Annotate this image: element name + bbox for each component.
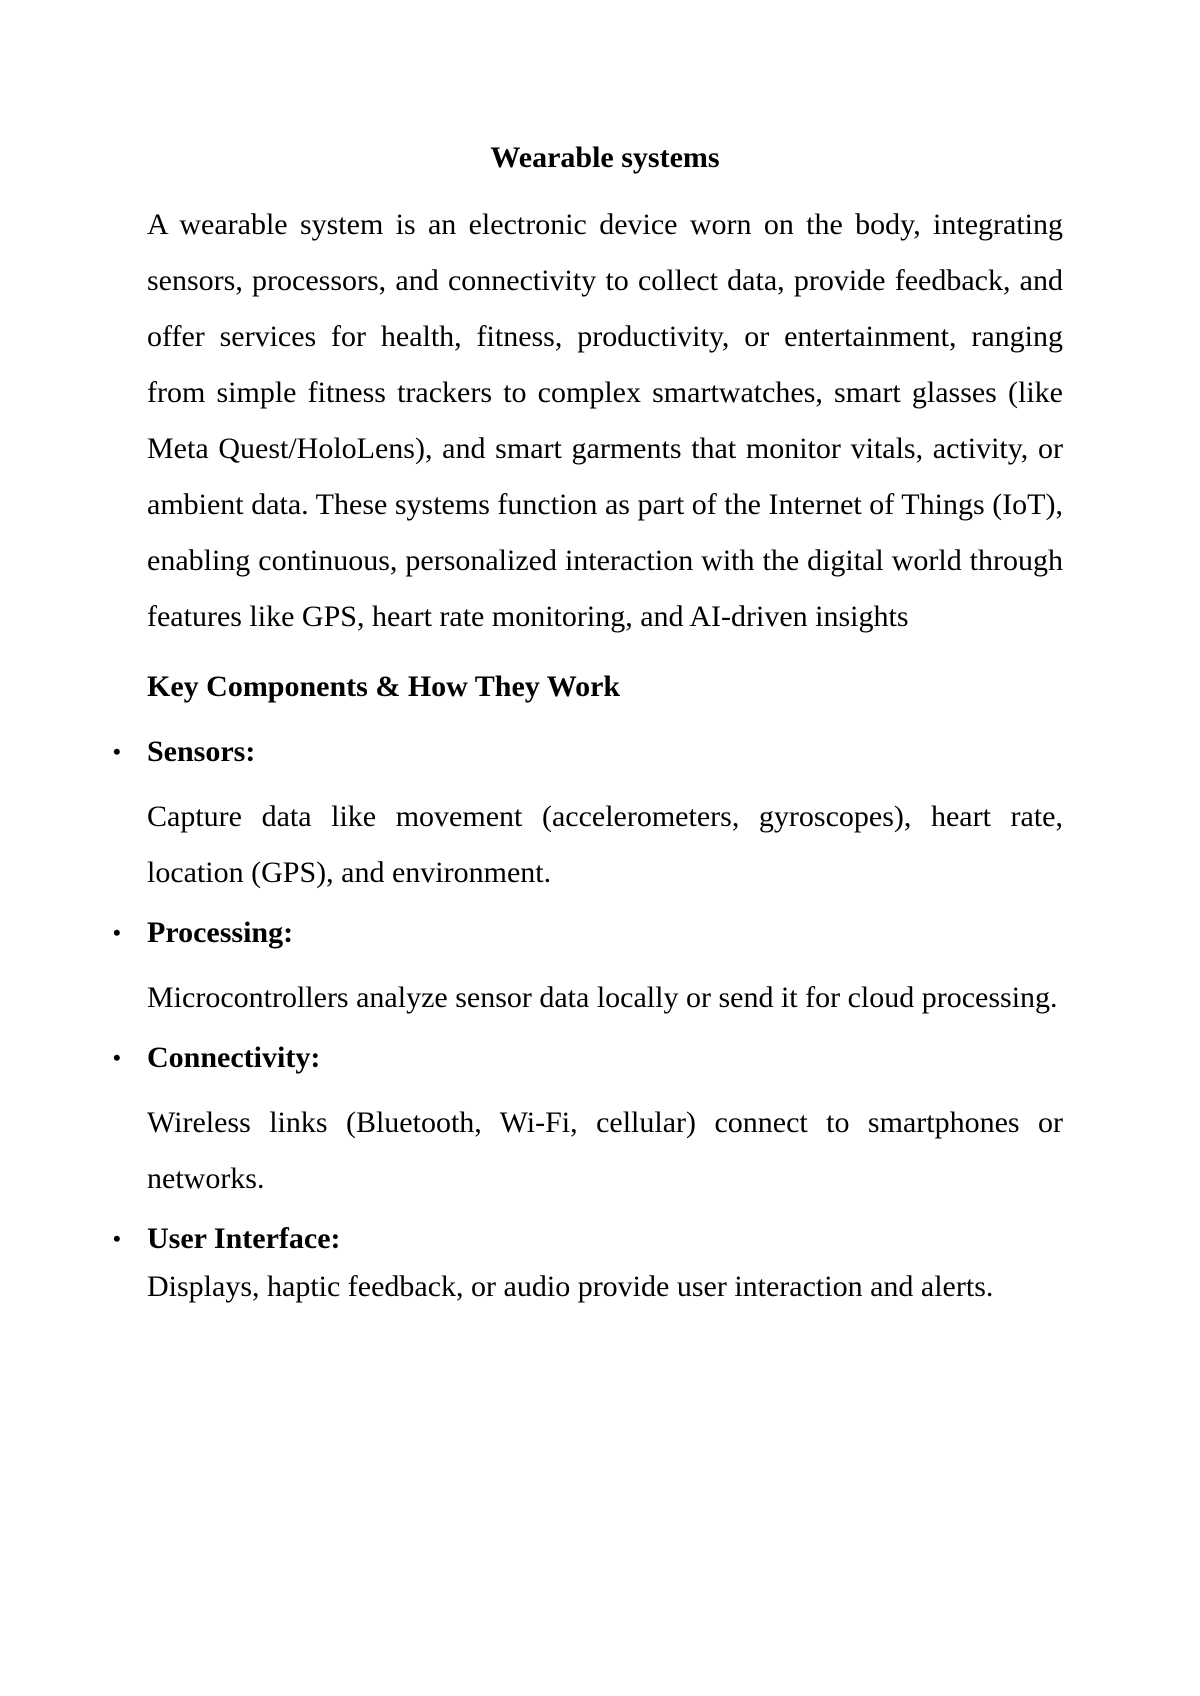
bullet-icon: • bbox=[113, 739, 121, 764]
component-title: Processing: bbox=[147, 916, 294, 949]
component-description: Wireless links (Bluetooth, Wi-Fi, cellular) connect to smartphones or networks. bbox=[147, 1106, 1063, 1195]
bullet-icon: • bbox=[113, 1226, 121, 1251]
component-title: User Interface: bbox=[147, 1222, 341, 1255]
intro-paragraph: A wearable system is an electronic device worn on the body, integrating sensors, processors, and connectivity to collect data, provide feedback, and offer services for health, fitness, productivity, or entertainment, ranging from simple fitness trackers to complex smartwatches, smart glasses (like Meta Quest/HoloLens), and smart garments that monitor vitals, activity, or ambient data. These systems function as part of the Internet of Things (IoT), enabling continuous, personalized interaction with the digital world through features like GPS, heart rate monitoring, and AI-driven insights bbox=[147, 208, 1063, 633]
document-title: Wearable systems bbox=[490, 141, 720, 174]
component-connectivity bbox=[113, 1038, 1063, 1207]
bullet-icon: • bbox=[113, 1045, 121, 1070]
component-processing bbox=[113, 913, 1063, 1026]
component-description: Displays, haptic feedback, or audio provide user interaction and alerts. bbox=[147, 1270, 994, 1303]
bullet-icon: • bbox=[113, 920, 121, 945]
section-heading: Key Components & How They Work bbox=[147, 670, 621, 703]
document-page bbox=[113, 138, 1063, 1315]
component-description: Capture data like movement (accelerometers, gyroscopes), heart rate, location (GPS), and environment. bbox=[147, 800, 1063, 889]
component-title: Connectivity: bbox=[147, 1041, 321, 1074]
component-user-interface bbox=[113, 1219, 1063, 1315]
component-sensors bbox=[113, 732, 1063, 901]
component-description: Microcontrollers analyze sensor data locally or send it for cloud processing. bbox=[147, 981, 1058, 1014]
component-title: Sensors: bbox=[147, 735, 256, 768]
